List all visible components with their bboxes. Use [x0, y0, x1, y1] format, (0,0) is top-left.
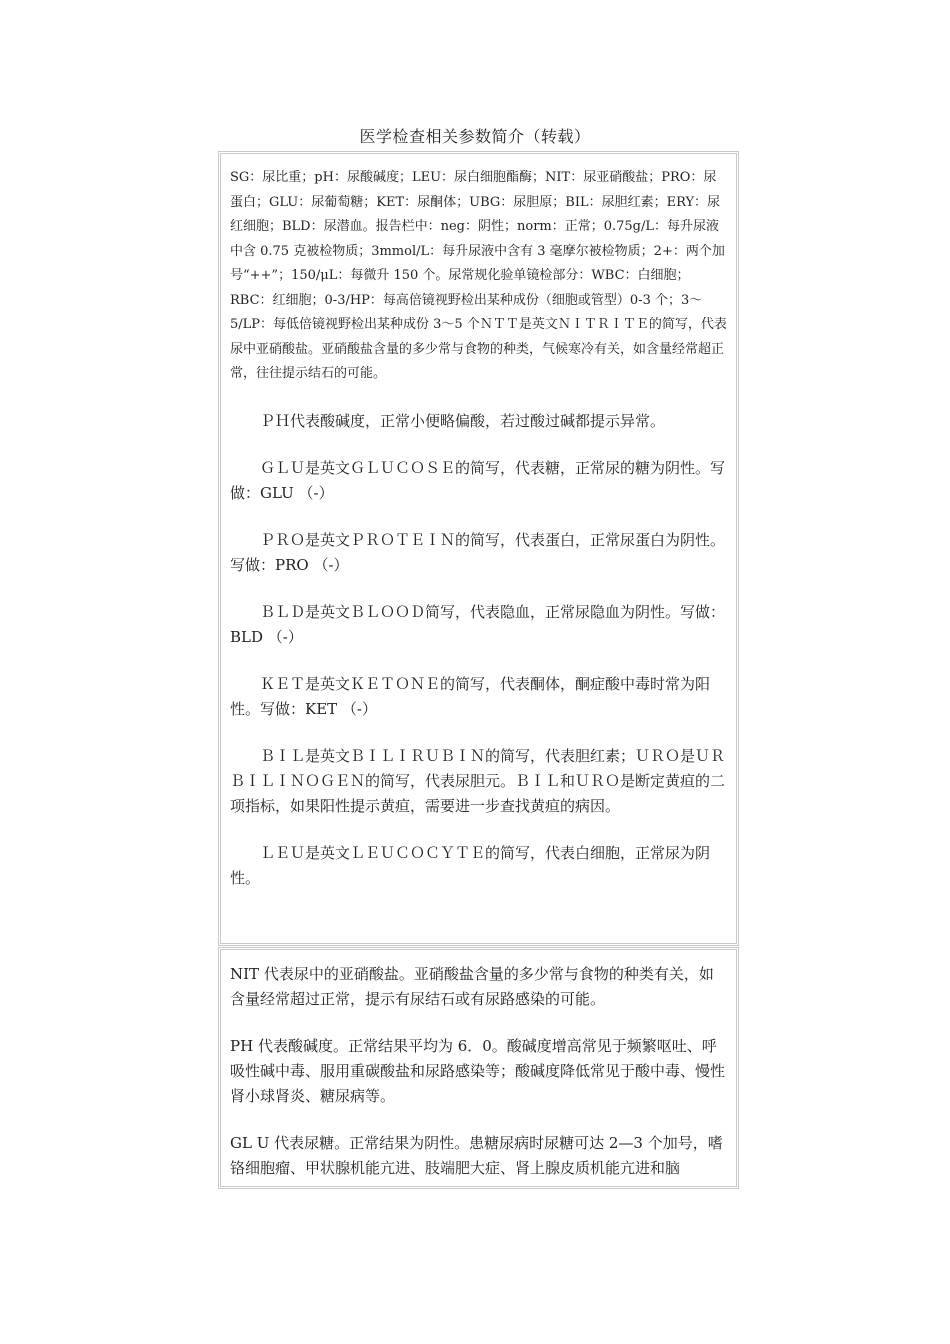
paragraph-bld: ＢＬＤ是英文ＢＬＯＯＤ简写，代表隐血，正常尿隐血为阴性。写做：BLD （-） — [230, 602, 726, 646]
content-box-1-inner — [221, 154, 736, 891]
abbreviation-intro: SG：尿比重；pH：尿酸碱度；LEU：尿白细胞酯酶；NIT：尿亚硝酸盐；PRO：尿蛋白；GLU：尿葡萄糖；KET：尿酮体；UBG：尿胆原；BIL：尿胆红素；ERY：尿红细胞；BLD：尿潜血。报告栏中：neg：阴性；norm：正常；0.75g/L：每升尿液中含 0.75 克被检物质；3mmol/L：每升尿液中含有 3 毫摩尔被检物质；2+：两个加号“++”；150/μL：每微升 150 个。尿常规化验单镜检部分：WBC：白细胞；RBC：红细胞；0-3/HP：每高倍镜视野检出某种成份（细胞或管型）0-3 个；3～5/LP：每低倍镜视野检出某种成份 3～5 个ＮＴＴ是英文ＮＩＴＲＩＴＥ的简写，代表尿中亚硝酸盐。亚硝酸盐含量的多少常与食物的种类，气候寒冷有关，如含量经常超正常，往往提示结石的可能。 — [230, 170, 727, 381]
paragraph-ph-detail: PH 代表酸碱度。正常结果平均为 6．0。酸碱度增高常见于频繁呕吐、呼吸性碱中毒、服用重碳酸盐和尿路感染等；酸碱度降低常见于酸中毒、慢性肾小球肾炎、糖尿病等。 — [230, 1037, 726, 1105]
paragraph-nit: NIT 代表尿中的亚硝酸盐。亚硝酸盐含量的多少常与食物的种类有关，如含量经常超过正常，提示有尿结石或有尿路感染的可能。 — [230, 965, 714, 1008]
paragraph-pro: ＰＲＯ是英文ＰＲＯＴＥＩＮ的简写，代表蛋白，正常尿蛋白为阴性。写做：PRO （-） — [230, 530, 726, 574]
document-title: 医学检查相关参数简介（转载） — [359, 127, 591, 146]
paragraph-leu: ＬＥＵ是英文ＬＥＵＣＯＣＹＴＥ的简写，代表白细胞，正常尿为阴性。 — [230, 843, 711, 887]
paragraph-glu: ＧＬＵ是英文ＧＬＵＣＯＳＥ的简写，代表糖，正常尿的糖为阴性。写做：GLU （-） — [230, 458, 726, 502]
paragraph-glu-detail: GL U 代表尿糖。正常结果为阴性。患糖尿病时尿糖可达 2—3 个加号，嗜铬细胞瘤、甲状腺机能亢进、肢端肥大症、肾上腺皮质机能亢进和脑 — [230, 1134, 723, 1177]
paragraph-ph: ＰＨ代表酸碱度，正常小便略偏酸，若过酸过碱都提示异常。 — [260, 411, 666, 430]
content-box-2 — [218, 947, 739, 1189]
content-box-2-inner — [221, 950, 736, 1181]
paragraph-ket: ＫＥＴ是英文ＫＥＴＯＮＥ的简写，代表酮体，酮症酸中毒时常为阳性。写做：KET （-） — [230, 674, 711, 718]
content-box-1 — [218, 151, 739, 946]
paragraph-bil-uro: ＢＩＬ是英文ＢＩＬＩＲＵＢＩＮ的简写，代表胆红素；ＵＲＯ是ＵＲＢＩＬＩＮＯＧＥＮ的简写，代表尿胆元。ＢＩＬ和ＵＲＯ是断定黄疸的二项指标，如果阳性提示黄疸，需要进一步查找黄疸的病因。 — [230, 746, 726, 815]
